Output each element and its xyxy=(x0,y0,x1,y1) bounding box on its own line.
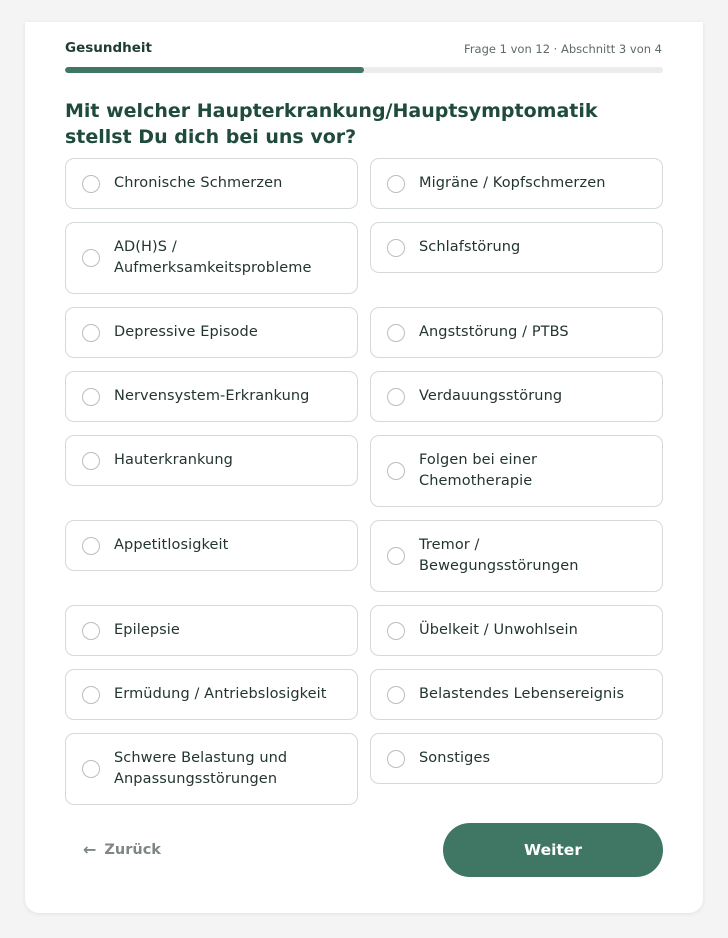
option-label: Schlafstörung xyxy=(419,239,521,255)
option-folgen-chemotherapie[interactable] xyxy=(370,435,663,507)
radio-button[interactable] xyxy=(82,324,100,342)
radio-button[interactable] xyxy=(387,686,405,704)
next-button[interactable]: Weiter xyxy=(443,823,663,877)
option-label: Verdauungsstörung xyxy=(419,388,563,404)
option-depressive-episode[interactable] xyxy=(65,307,358,358)
option-angststoerung-ptbs[interactable] xyxy=(370,307,663,358)
radio-button[interactable] xyxy=(82,452,100,470)
option-label: Epilepsie xyxy=(114,622,180,638)
option-label: Tremor / Bewegungsstörungen xyxy=(419,537,579,574)
option-uebelkeit-unwohlsein[interactable] xyxy=(370,605,663,656)
radio-button[interactable] xyxy=(82,249,100,267)
option-schlafstoerung[interactable] xyxy=(370,222,663,273)
option-label: Sonstiges xyxy=(419,750,491,766)
option-label: Depressive Episode xyxy=(114,324,258,340)
option-appetitlosigkeit[interactable] xyxy=(65,520,358,571)
radio-button[interactable] xyxy=(387,750,405,768)
option-label: Nervensystem-Erkrankung xyxy=(114,388,310,404)
option-label: Hauterkrankung xyxy=(114,452,233,468)
radio-button[interactable] xyxy=(387,547,405,565)
option-migraene-kopfschmerzen[interactable] xyxy=(370,158,663,209)
answer-options xyxy=(65,158,663,805)
option-label: AD(H)S / Aufmerksamkeitsprobleme xyxy=(114,239,312,276)
radio-button[interactable] xyxy=(82,622,100,640)
option-nervensystem-erkrankung[interactable] xyxy=(65,371,358,422)
radio-button[interactable] xyxy=(387,239,405,257)
radio-button[interactable] xyxy=(82,388,100,406)
radio-button[interactable] xyxy=(387,462,405,480)
back-button-label: Zurück xyxy=(104,841,161,858)
option-chronische-schmerzen[interactable] xyxy=(65,158,358,209)
option-label: Migräne / Kopfschmerzen xyxy=(419,175,606,191)
option-tremor-bewegungsstoerungen[interactable] xyxy=(370,520,663,592)
radio-button[interactable] xyxy=(387,388,405,406)
option-label: Schwere Belastung und Anpassungsstörungen xyxy=(114,750,288,787)
progress-text: Frage 1 von 12 · Abschnitt 3 von 4 xyxy=(464,42,662,56)
option-hauterkrankung[interactable] xyxy=(65,435,358,486)
radio-button[interactable] xyxy=(82,686,100,704)
option-verdauungsstoerung[interactable] xyxy=(370,371,663,422)
option-label: Folgen bei einer Chemotherapie xyxy=(419,452,538,489)
option-sonstiges[interactable] xyxy=(370,733,663,784)
progress-bar-fill xyxy=(65,67,364,73)
radio-button[interactable] xyxy=(387,175,405,193)
option-label: Übelkeit / Unwohlsein xyxy=(419,622,578,638)
radio-button[interactable] xyxy=(387,622,405,640)
questionnaire-card xyxy=(25,22,703,913)
radio-button[interactable] xyxy=(82,760,100,778)
progress-bar xyxy=(65,67,663,73)
radio-button[interactable] xyxy=(387,324,405,342)
radio-button[interactable] xyxy=(82,537,100,555)
option-label: Belastendes Lebensereignis xyxy=(419,686,625,702)
section-title: Gesundheit xyxy=(65,40,153,56)
option-epilepsie[interactable] xyxy=(65,605,358,656)
question-title: Mit welcher Haupterkrankung/Hauptsymptomatik stellst Du dich bei uns vor? xyxy=(65,100,598,148)
option-ermuedung-antriebslosigkeit[interactable] xyxy=(65,669,358,720)
arrow-left-icon: ← xyxy=(83,840,97,859)
option-label: Chronische Schmerzen xyxy=(114,175,283,191)
back-button[interactable] xyxy=(83,840,161,859)
option-label: Ermüdung / Antriebslosigkeit xyxy=(114,686,327,702)
option-adhs[interactable] xyxy=(65,222,358,294)
radio-button[interactable] xyxy=(82,175,100,193)
option-belastendes-lebensereignis[interactable] xyxy=(370,669,663,720)
option-label: Appetitlosigkeit xyxy=(114,537,229,553)
option-schwere-belastung[interactable] xyxy=(65,733,358,805)
option-label: Angststörung / PTBS xyxy=(419,324,569,340)
